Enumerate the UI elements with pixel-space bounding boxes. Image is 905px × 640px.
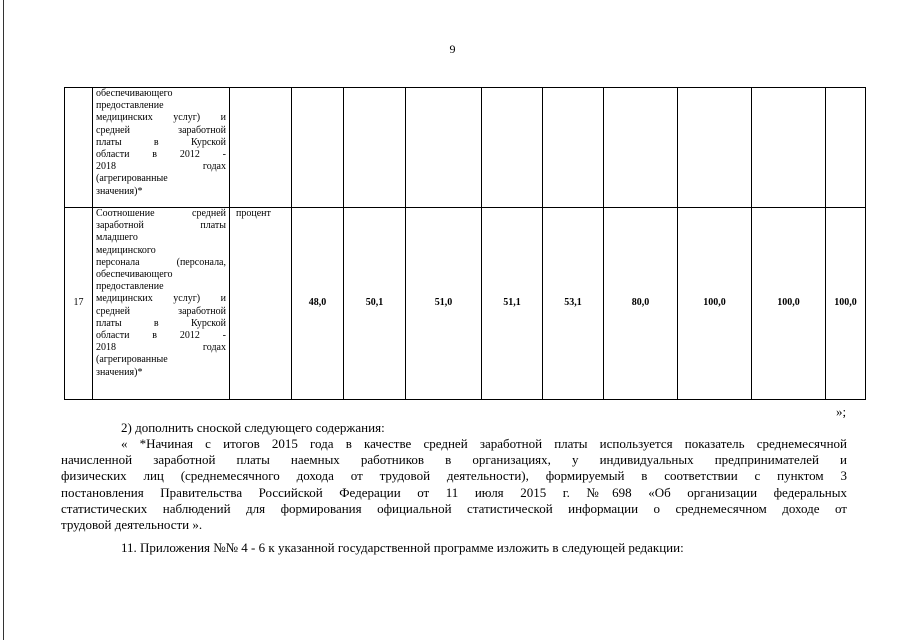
paragraph-footnote-intro: 2) дополнить сноской следующего содержания: <box>121 420 385 435</box>
cell-unit: процент <box>230 208 292 400</box>
cell-value: 51,1 <box>482 208 543 400</box>
indicator-name-line: предоставление <box>96 100 164 112</box>
cell-value <box>752 88 826 208</box>
indicator-name-line: медицинских услуг) и <box>96 293 226 305</box>
cell-value: 100,0 <box>752 208 826 400</box>
indicator-name-line: области в 2012 - <box>96 330 226 342</box>
cell-value <box>344 88 406 208</box>
indicator-name-line: 2018 годах <box>96 161 226 173</box>
indicator-name-line: предоставление <box>96 281 164 293</box>
page-edge-line <box>3 0 4 640</box>
indicator-name-line: младшего <box>96 232 138 244</box>
cell-value: 100,0 <box>826 208 866 400</box>
footnote-text-line: начисленной заработной платы наемных работников в организациях, у индивидуальных предпринимателей и <box>61 452 847 468</box>
indicator-name-line: медицинских услуг) и <box>96 112 226 124</box>
indicator-name-line: платы в Курской <box>96 317 226 329</box>
cell-value: 48,0 <box>292 208 344 400</box>
cell-index: 17 <box>65 208 93 400</box>
footnote-text-line: физических лиц (среднемесячного дохода от трудовой деятельности), формируемый в соответствии с пунктом 3 <box>61 468 847 484</box>
cell-value: 80,0 <box>604 208 678 400</box>
table-row-continued <box>65 88 866 208</box>
cell-indicator-name <box>93 208 230 400</box>
footnote-text-line: « *Начиная с итогов 2015 года в качестве средней заработной платы используется показатель среднемесячной <box>121 436 847 451</box>
cell-value: 50,1 <box>344 208 406 400</box>
table-row-17 <box>65 208 866 400</box>
footnote-text-line: статистических наблюдений для формирования официальной статистической информации о среднемесячном доходе от <box>61 500 847 516</box>
cell-value: 53,1 <box>543 208 604 400</box>
cell-indicator-name <box>93 88 230 208</box>
footnote-text-line: трудовой деятельности ». <box>61 517 203 533</box>
cell-value <box>678 88 752 208</box>
paragraph-appendix: 11. Приложения №№ 4 - 6 к указанной государственной программе изложить в следующей редакции: <box>121 540 684 555</box>
indicator-name-line: платы в Курской <box>96 136 226 148</box>
footnote-text-line: постановления Правительства Российской Федерации от 11 июля 2015 г. №698 «Об организации федеральных <box>61 484 847 500</box>
indicator-name-line: Соотношение средней <box>96 208 226 219</box>
paragraph-footnote-text <box>61 436 847 533</box>
indicator-name-line: средней заработной <box>96 305 226 317</box>
cell-value <box>292 88 344 208</box>
cell-value <box>543 88 604 208</box>
indicator-name-line: заработной платы <box>96 220 226 232</box>
closing-quote: »; <box>836 404 847 419</box>
indicator-name-line: медицинского <box>96 244 156 256</box>
cell-value: 51,0 <box>406 208 482 400</box>
cell-value: 100,0 <box>678 208 752 400</box>
cell-unit <box>230 88 292 208</box>
indicator-name-line: средней заработной <box>96 124 226 136</box>
cell-index <box>65 88 93 208</box>
indicator-name-line: обеспечивающего <box>96 88 173 99</box>
indicator-table <box>64 87 866 400</box>
indicator-name-line: 2018 годах <box>96 342 226 354</box>
cell-value <box>604 88 678 208</box>
cell-value <box>482 88 543 208</box>
indicator-name-line: значения)* <box>96 185 143 197</box>
page-number: 9 <box>449 42 456 56</box>
cell-value <box>826 88 866 208</box>
indicator-name-line: обеспечивающего <box>96 269 173 281</box>
indicator-name-line: персонала (персонала, <box>96 256 226 268</box>
indicator-name-line: (агрегированные <box>96 173 168 185</box>
indicator-name-line: (агрегированные <box>96 354 168 366</box>
indicator-name-line: области в 2012 - <box>96 149 226 161</box>
indicator-name-line: значения)* <box>96 366 143 378</box>
cell-value <box>406 88 482 208</box>
